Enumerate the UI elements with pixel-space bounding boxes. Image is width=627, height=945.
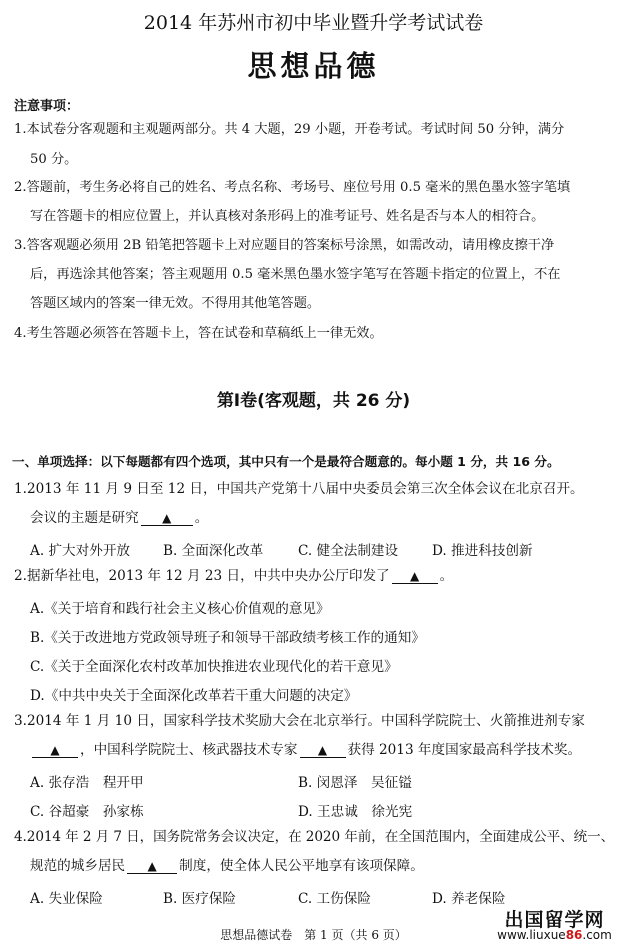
answer-blank: ▲	[141, 511, 193, 526]
q1-text-post: 。	[194, 510, 209, 526]
notice-line: 答题区域内的答案一律无效。不得用其他笔答题。	[30, 296, 321, 311]
question-2-option-d: D.《中共中央关于全面深化改革若干重大问题的决定》	[30, 688, 358, 704]
answer-blank: ▲	[300, 743, 346, 758]
q3-text-post: 获得 2013 年度国家最高科学技术奖。	[347, 742, 582, 758]
question-1-option-a: A. 扩大对外开放	[30, 543, 131, 559]
exam-title: 2014 年苏州市初中毕业暨升学考试试卷	[143, 12, 484, 34]
q3-text-mid: ，中国科学院院士、核武器技术专家	[80, 742, 298, 758]
question-2-option-a: A.《关于培育和践行社会主义核心价值观的意见》	[30, 601, 330, 617]
page-footer: 思想品德试卷 第 1 页（共 6 页）	[220, 928, 407, 942]
question-2-option-c: C.《关于全面深化农村改革加快推进农业现代化的若干意见》	[30, 659, 398, 675]
question-2-option-b: B.《关于改进地方党政领导班子和领导干部政绩考核工作的通知》	[30, 630, 425, 646]
notice-line: 4.考生答题必须答在答题卡上，答在试卷和草稿纸上一律无效。	[14, 326, 383, 341]
question-3-option-b: B. 闵恩泽 吴征镒	[298, 775, 412, 791]
question-4-stem: 4.2014 年 2 月 7 日，国务院常务会议决定，在 2020 年前，在全国范围内，全面建成公平、统一、	[14, 829, 615, 845]
question-3-stem: 3.2014 年 1 月 10 日，国家科学技术奖励大会在北京举行。中国科学院院士、火箭推进剂专家	[14, 713, 585, 729]
question-3-line2	[30, 742, 581, 759]
question-1-option-c: C. 健全法制建设	[298, 543, 399, 559]
notice-line: 写在答题卡的相应位置上，并认真核对条形码上的准考证号、姓名是否与本人的相符合。	[30, 209, 545, 224]
section-title: 第Ⅰ卷(客观题，共 26 分)	[216, 391, 411, 411]
watermark-url-red: 86	[565, 928, 583, 942]
question-4-option-a: A. 失业保险	[30, 891, 103, 907]
watermark-logo	[482, 905, 627, 945]
q4-text-pre: 规范的城乡居民	[30, 858, 126, 874]
notice-line: 1.本试卷分客观题和主观题两部分。共 4 大题，29 小题，开卷考试。考试时间 50 分钟，满分	[14, 122, 565, 137]
question-4-line2	[30, 858, 424, 875]
question-2-stem	[14, 568, 453, 585]
q2-text-pre: 2.据新华社电，2013 年 12 月 23 日，中共中央办公厅印发了	[14, 568, 390, 584]
question-1-line2	[30, 510, 208, 527]
notice-line: 后，再选涂其他答案；答主观题用 0.5 毫米黑色墨水签字笔写在答题卡指定的位置上，不在	[30, 267, 561, 282]
q1-text-pre: 会议的主题是研究	[30, 510, 139, 526]
question-1-option-d: D. 推进科技创新	[432, 543, 533, 559]
question-4-option-c: C. 工伤保险	[298, 891, 371, 907]
watermark-url-pre: www.liuxue	[497, 928, 566, 942]
question-3-option-d: D. 王忠诚 徐光宪	[298, 804, 413, 820]
notice-line: 2.答题前，考生务必将自己的姓名、考点名称、考场号、座位号用 0.5 毫米的黑色墨水签字笔填	[14, 180, 571, 195]
q4-text-post: 制度，使全体人民公平地享有该项保障。	[179, 858, 424, 874]
watermark-url-post: .com	[582, 928, 612, 942]
question-3-option-c: C. 谷超豪 孙家栋	[30, 804, 144, 820]
watermark-title: 出国留学网	[504, 909, 605, 931]
question-4-option-d: D. 养老保险	[432, 891, 506, 907]
part-heading: 一、单项选择：以下每题都有四个选项，其中只有一个是最符合题意的。每小题 1 分，共 16 分。	[12, 454, 560, 469]
question-1-option-b: B. 全面深化改革	[163, 543, 264, 559]
notice-line: 3.答客观题必须用 2B 铅笔把答题卡上对应题目的答案标号涂黑，如需改动，请用橡皮擦干净	[14, 238, 555, 253]
question-4-option-b: B. 医疗保险	[163, 891, 237, 907]
watermark-url	[482, 928, 627, 942]
question-1-stem: 1.2013 年 11 月 9 日至 12 日，中国共产党第十八届中央委员会第三次全体会议在北京召开。	[14, 481, 584, 497]
question-3-option-a: A. 张存浩 程开甲	[30, 775, 144, 791]
answer-blank: ▲	[127, 859, 177, 874]
notice-line: 50 分。	[30, 152, 78, 167]
answer-blank: ▲	[392, 569, 438, 584]
notice-heading: 注意事项：	[14, 99, 80, 114]
subject-title: 思想品德	[247, 49, 380, 83]
answer-blank: ▲	[32, 743, 78, 758]
q2-text-post: 。	[439, 568, 454, 584]
